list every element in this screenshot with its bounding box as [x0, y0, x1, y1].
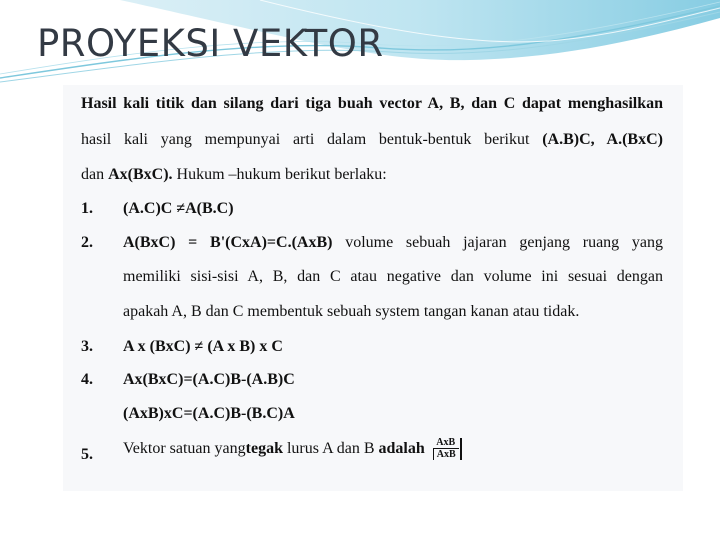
intro-line-3 — [81, 166, 663, 184]
intro-line-1 — [81, 95, 663, 113]
item-2-formula: A(BxC) = B'(CxA)=C.(AxB) — [123, 234, 333, 251]
item-2-line-3: apakah A, B dan C membentuk sebuah system tangan kanan atau tidak. — [123, 303, 580, 320]
item-1-number: 1. — [81, 200, 93, 217]
item-4-formula — [123, 371, 295, 389]
content-panel — [63, 85, 683, 491]
item-2-line-2: memiliki sisi-sisi A, B, dan C atau negative dan volume ini sesuai dengan — [123, 268, 663, 285]
item-3-formula — [123, 338, 283, 356]
absolute-bar — [460, 438, 462, 460]
intro-line-3-bold: Ax(BxC). — [108, 166, 173, 183]
item-4-number: 4. — [81, 371, 93, 388]
intro-line-3-text: dan — [81, 166, 109, 183]
intro-line-2-text: hasil kali yang mempunyai arti dalam bentuk-bentuk berikut — [81, 131, 543, 148]
item-3-formula-text: A x (BxC) ≠ (A x B) x C — [123, 338, 283, 355]
item-5-text-2: lurus A dan B — [282, 439, 379, 457]
item-5-text-1: Vektor satuan yang — [123, 439, 246, 457]
fraction-numerator: AxB — [436, 437, 456, 448]
intro-line-2-bold: (A.B)C, A.(BxC) — [542, 131, 663, 148]
item-2-number: 2. — [81, 234, 93, 251]
item-4-formula-2-text: (AxB)xC=(A.C)B-(B.C)A — [123, 405, 295, 422]
item-1-formula — [123, 200, 234, 218]
item-5-bold-2: adalah — [378, 439, 425, 457]
item-5-bold: tegak — [245, 439, 283, 457]
intro-line-3-post: Hukum –hukum berikut berlaku: — [172, 166, 387, 183]
item-2-line-1 — [123, 234, 663, 252]
intro-line-1-text: Hasil kali titik dan silang dari tiga buah vector A, B, dan C dapat menghasilkan — [81, 95, 663, 112]
unit-vector-fraction — [433, 437, 459, 460]
item-1-formula-text: (A.C)C ≠A(B.C) — [123, 200, 234, 217]
item-5-line — [123, 437, 462, 460]
item-2-text: volume sebuah jajaran genjang ruang yang — [332, 234, 663, 251]
item-4-formula-text: Ax(BxC)=(A.C)B-(A.B)C — [123, 371, 295, 388]
item-5-number: 5. — [81, 446, 93, 463]
item-4-formula-2 — [123, 405, 295, 423]
slide-title: PROYEKSI VEKTOR — [37, 22, 384, 65]
item-3-number: 3. — [81, 338, 93, 355]
fraction-denominator: AxB — [433, 448, 459, 460]
intro-line-2 — [81, 131, 663, 149]
